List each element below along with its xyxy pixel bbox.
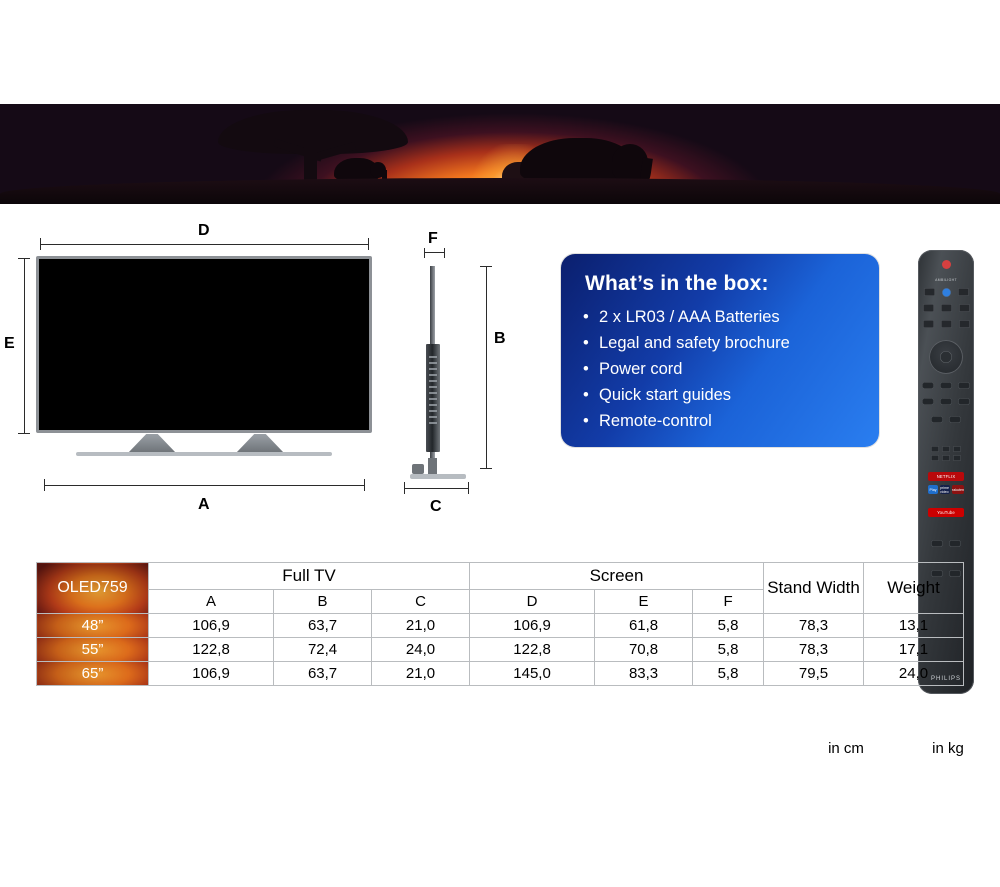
remote-top-row: [918, 288, 974, 297]
app-chip: rakuten: [952, 485, 964, 494]
cell: 13,1: [864, 614, 964, 638]
dim-line-e: [24, 258, 25, 433]
dim-label-d: D: [198, 222, 210, 239]
specifications-table-wrap: [36, 562, 964, 757]
box-panel-title: What’s in the box:: [585, 272, 769, 295]
power-button-icon: [942, 260, 951, 269]
netflix-button-icon: NETFLIX: [928, 472, 964, 481]
philips-brand-label: PHILIPS: [930, 676, 961, 682]
table-header-row: [37, 563, 964, 590]
cell: 122,8: [149, 638, 274, 662]
cell: 63,7: [274, 662, 372, 686]
cell: 106,9: [149, 614, 274, 638]
cell: 63,7: [274, 614, 372, 638]
model-label: OLED759: [37, 563, 149, 614]
cell: 79,5: [764, 662, 864, 686]
dim-label-f: F: [428, 230, 438, 247]
unit-weight: in kg: [932, 740, 964, 757]
row-size-label: 65”: [37, 662, 149, 686]
row-size-label: 48”: [37, 614, 149, 638]
dim-line-f: [424, 252, 444, 253]
row-size-label: 55”: [37, 638, 149, 662]
cell: 106,9: [149, 662, 274, 686]
subheader-f: F: [693, 590, 764, 614]
group-header-full-tv: Full TV: [149, 563, 470, 590]
group-header-stand-width: Stand Width: [764, 563, 864, 614]
dim-label-e: E: [4, 335, 15, 352]
dim-label-a: A: [198, 496, 210, 513]
numeric-keypad-icon: [931, 446, 961, 461]
cell: 61,8: [595, 614, 693, 638]
cell: 70,8: [595, 638, 693, 662]
dim-line-a: [44, 485, 364, 486]
cell: 5,8: [693, 614, 764, 638]
dim-line-b: [486, 266, 487, 468]
group-header-weight: Weight: [864, 563, 964, 614]
ground-silhouette: [0, 178, 1000, 204]
cell: 21,0: [372, 614, 470, 638]
subheader-a: A: [149, 590, 274, 614]
unit-length: in cm: [828, 740, 864, 757]
box-item: • Power cord: [583, 356, 857, 382]
app-chip-row: [928, 485, 964, 494]
cell: 106,9: [470, 614, 595, 638]
dim-line-c: [404, 488, 468, 489]
cell: 83,3: [595, 662, 693, 686]
cell: 78,3: [764, 614, 864, 638]
source-button-icon: [942, 288, 951, 297]
subheader-c: C: [372, 590, 470, 614]
box-item: • Remote-control: [583, 408, 857, 434]
app-chip: prime video: [940, 485, 949, 494]
ambilight-label: AMBILIGHT: [935, 278, 957, 282]
hero-banner: [0, 104, 1000, 204]
subheader-b: B: [274, 590, 372, 614]
box-item: • Legal and safety brochure: [583, 330, 857, 356]
dpad-icon: [929, 340, 963, 374]
dim-line-d: [40, 244, 368, 245]
group-header-screen: Screen: [470, 563, 764, 590]
cell: 122,8: [470, 638, 595, 662]
cell: 145,0: [470, 662, 595, 686]
app-chip: Play: [928, 485, 938, 494]
cell: 24,0: [864, 662, 964, 686]
youtube-button-icon: YouTube: [928, 508, 964, 517]
box-contents-list: [583, 304, 857, 434]
subheader-e: E: [595, 590, 693, 614]
tv-screen: [36, 256, 372, 433]
box-item: • Quick start guides: [583, 382, 857, 408]
table-row: [37, 662, 964, 686]
cell: 5,8: [693, 638, 764, 662]
cell: 5,8: [693, 662, 764, 686]
cell: 17,1: [864, 638, 964, 662]
dim-label-b: B: [494, 330, 506, 347]
box-item: • 2 x LR03 / AAA Batteries: [583, 304, 857, 330]
table-row: [37, 638, 964, 662]
specifications-table: [36, 562, 964, 686]
tv-stand: [36, 434, 372, 456]
cell: 21,0: [372, 662, 470, 686]
table-row: [37, 614, 964, 638]
tv-front-view: [36, 256, 372, 456]
cell: 78,3: [764, 638, 864, 662]
tv-side-view: [404, 244, 514, 474]
cell: 24,0: [372, 638, 470, 662]
cell: 72,4: [274, 638, 372, 662]
dim-label-c: C: [430, 498, 442, 515]
whats-in-the-box-panel: [561, 254, 879, 447]
subheader-d: D: [470, 590, 595, 614]
